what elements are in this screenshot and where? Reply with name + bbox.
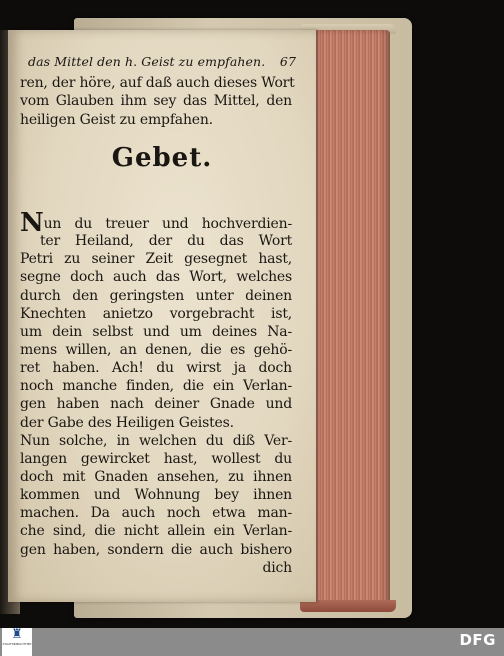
prayer-first-line	[20, 208, 292, 238]
intro-line: vom Glauben ihm sey das Mittel, den	[20, 93, 292, 110]
catchword: dich	[262, 559, 292, 576]
prayer-line: kommen und Wohnung bey ihnen	[20, 487, 292, 504]
prayer-line: Knechten anietzo vorgebracht ist,	[20, 305, 292, 322]
running-head	[28, 54, 296, 72]
prayer-line: durch den geringsten unter deinen	[20, 287, 292, 304]
intro-line: heiligen Geist zu empfahen.	[20, 111, 213, 128]
prayer-line: Petri zu seiner Zeit gesegnet hast,	[20, 251, 292, 268]
initial-letter: N	[20, 208, 44, 238]
red-page-edges	[314, 30, 390, 612]
prayer-line: un du treuer und hochverdien-	[43, 216, 292, 232]
prayer-line: che sind, die nicht allein ein Verlan-	[20, 523, 292, 540]
prayer-line: Nun solche, in welchen du diß Ver-	[20, 432, 292, 449]
prayer-line: doch mit Gnaden ansehen, zu ihnen	[20, 468, 292, 485]
running-head-title: das Mittel den h. Geist zu empfahen.	[28, 54, 266, 69]
prayer-line: noch manche finden, die ein Verlan-	[20, 378, 292, 395]
book-page	[8, 30, 316, 602]
prayer-line: segne doch auch das Wort, welches	[20, 269, 292, 286]
prayer-line: um dein selbst und um deines Na-	[20, 323, 292, 340]
library-tower-icon: ♜	[11, 627, 23, 642]
prayer-line: mens willen, an denen, die es gehö-	[20, 341, 292, 358]
prayer-line: der Gabe des Heiligen Geistes.	[20, 414, 234, 431]
prayer-line: gen haben, sondern die auch bishero	[20, 541, 292, 558]
prayer-line: gen haben nach deiner Gnade und	[20, 396, 292, 413]
prayer-line: ret haben. Ach! du wirst ja doch	[20, 360, 292, 377]
dfg-logo[interactable]: DFG	[459, 631, 496, 649]
prayer-text	[20, 208, 292, 577]
prayer-line: langen gewircket hast, wollest du	[20, 450, 292, 467]
page-number: 67	[279, 54, 296, 69]
library-logo[interactable]	[2, 628, 32, 656]
intro-line: ren, der höre, auf daß auch dieses Wort	[20, 75, 295, 91]
intro-paragraph	[20, 74, 295, 129]
prayer-line: ter Heiland, der du das Wort	[40, 233, 292, 250]
library-caption: STAATSBIBLIOTHEK	[2, 642, 32, 646]
section-heading: Gebet.	[111, 143, 213, 173]
viewer-footer	[0, 628, 504, 656]
prayer-line: machen. Da auch noch etwa man-	[20, 505, 292, 522]
